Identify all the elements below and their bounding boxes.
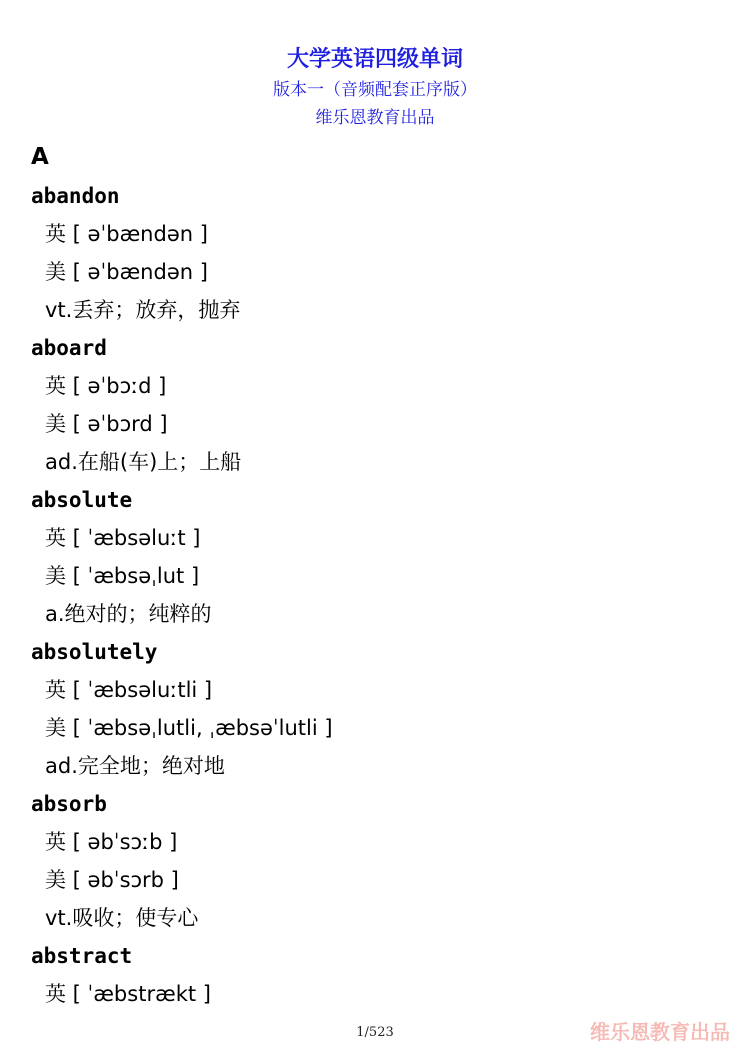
section-letter: A	[31, 144, 49, 170]
uk-pronunciation: 英 [ əˈbɔːd ]	[45, 374, 167, 398]
uk-pronunciation: 英 [ ˈæbstrækt ]	[45, 982, 211, 1006]
definition: ad.完全地；绝对地	[45, 754, 225, 778]
entry-word: absolute	[31, 488, 133, 512]
us-pronunciation: 美 [ ˈæbsəˌlutli, ˌæbsəˈlutli ]	[45, 716, 333, 740]
entry-word: aboard	[31, 336, 107, 360]
document-subtitle: 版本一（音频配套正序版）	[273, 80, 477, 100]
vocab-entry	[31, 633, 721, 785]
vocabulary-list	[31, 139, 721, 1013]
page-number: 1/523	[356, 1025, 394, 1040]
vocab-entry	[31, 785, 721, 937]
us-pronunciation: 美 [ əˈbɔrd ]	[45, 412, 168, 436]
document-publisher: 维乐恩教育出品	[315, 108, 435, 128]
uk-pronunciation: 英 [ ˈæbsəluːt ]	[45, 526, 201, 550]
entry-word: abstract	[31, 944, 133, 968]
definition: ad.在船(车)上；上船	[45, 450, 242, 474]
uk-pronunciation: 英 [ əˈbændən ]	[45, 222, 208, 246]
entry-word: abandon	[31, 184, 120, 208]
definition: a.绝对的；纯粹的	[45, 602, 212, 626]
vocab-entry	[31, 329, 721, 481]
us-pronunciation: 美 [ əˈbændən ]	[45, 260, 208, 284]
us-pronunciation: 美 [ əbˈsɔrb ]	[45, 868, 179, 892]
vocab-entry	[31, 481, 721, 633]
uk-pronunciation: 英 [ ˈæbsəluːtli ]	[45, 678, 213, 702]
entry-word: absorb	[31, 792, 107, 816]
document-header	[0, 44, 750, 132]
publisher-watermark: 维乐恩教育出品	[590, 1020, 730, 1044]
vocab-entry	[31, 177, 721, 329]
document-title: 大学英语四级单词	[286, 47, 463, 72]
vocab-entry	[31, 937, 721, 1013]
us-pronunciation: 美 [ ˈæbsəˌlut ]	[45, 564, 200, 588]
definition: vt.吸收；使专心	[45, 906, 199, 930]
definition: vt.丢弃；放弃，抛弃	[45, 298, 241, 322]
entry-word: absolutely	[31, 640, 158, 664]
uk-pronunciation: 英 [ əbˈsɔːb ]	[45, 830, 178, 854]
